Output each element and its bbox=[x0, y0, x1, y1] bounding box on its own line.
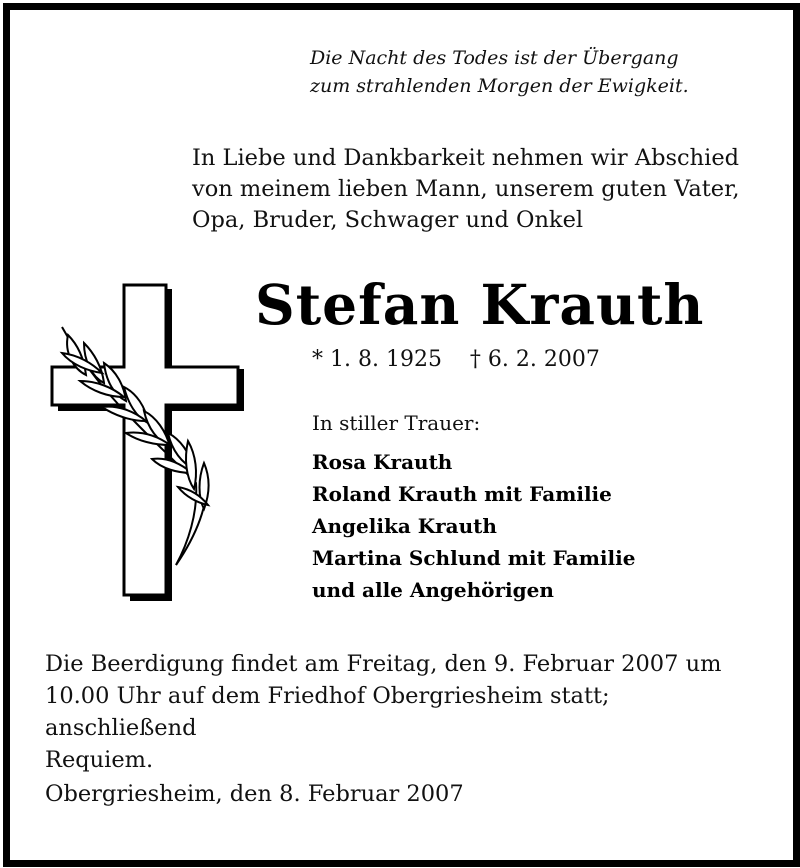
mourners-list bbox=[312, 446, 635, 606]
mourning-label: In stiller Trauer: bbox=[312, 411, 481, 435]
intro-line: von meinem lieben Mann, unserem guten Vater, bbox=[192, 176, 740, 202]
epigraph-quote bbox=[310, 44, 730, 100]
funeral-line: Die Beerdigung findet am Freitag, den 9. Februar 2007 um bbox=[45, 651, 722, 677]
mourner-name: Roland Krauth mit Familie bbox=[312, 482, 612, 506]
deceased-name: Stefan Krauth bbox=[255, 272, 705, 337]
funeral-line: 10.00 Uhr auf dem Friedhof Obergriesheim statt; anschließend bbox=[45, 683, 610, 741]
life-dates: * 1. 8. 1925 † 6. 2. 2007 bbox=[312, 347, 600, 372]
place-and-date: Obergriesheim, den 8. Februar 2007 bbox=[45, 781, 464, 807]
mourner-name: und alle Angehörigen bbox=[312, 578, 554, 602]
funeral-notice bbox=[45, 648, 765, 776]
funeral-line: Requiem. bbox=[45, 747, 154, 773]
quote-line: zum strahlenden Morgen der Ewigkeit. bbox=[310, 75, 689, 97]
intro-text bbox=[192, 143, 772, 236]
mourner-name: Rosa Krauth bbox=[312, 450, 453, 474]
intro-line: In Liebe und Dankbarkeit nehmen wir Abschied bbox=[192, 145, 740, 171]
quote-line: Die Nacht des Todes ist der Übergang bbox=[310, 47, 679, 69]
mourner-name: Martina Schlund mit Familie bbox=[312, 546, 636, 570]
intro-line: Opa, Bruder, Schwager und Onkel bbox=[192, 207, 584, 233]
mourner-name: Angelika Krauth bbox=[312, 514, 497, 538]
cross-with-palm-icon bbox=[48, 283, 248, 603]
